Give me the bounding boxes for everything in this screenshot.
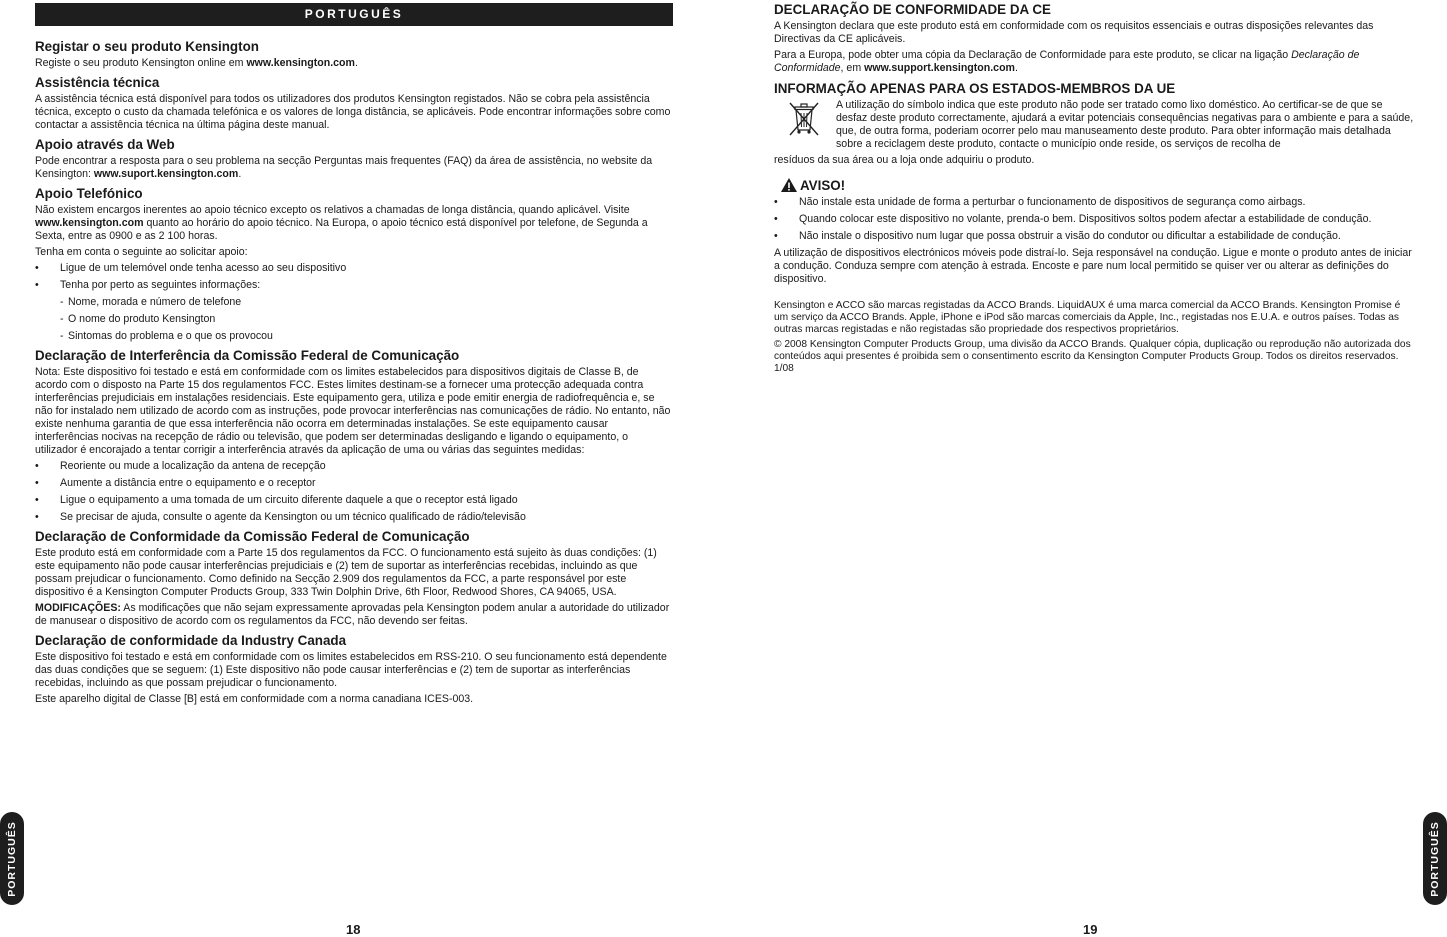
list-item: - Nome, morada e número de telefone (35, 296, 673, 309)
ce-text: A Kensington declara que este produto está em conformidade com os requisitos essenciais e outras disposições relevantes das Directivas da CE aplicáveis. (774, 20, 1374, 45)
list-item: • Ligue o equipamento a uma tomada de um circuito diferente daquele a que o receptor está ligado (35, 494, 673, 507)
list-item: • Quando colocar este dispositivo no volante, prenda-o bem. Dispositivos soltos podem afectar a estabilidade de condução. (774, 213, 1414, 226)
register-heading: Registar o seu produto Kensington (35, 39, 259, 54)
fcc-interference-heading: Declaração de Interferência da Comissão Federal de Comunicação (35, 348, 460, 363)
phone-support-note: Tenha em conta o seguinte ao solicitar apoio: (35, 246, 248, 258)
fcc-measures-list (35, 460, 673, 524)
industry-canada-heading: Declaração de conformidade da Industry Canada (35, 633, 347, 648)
list-item: • Ligue de um telemóvel onde tenha acesso ao seu dispositivo (35, 262, 673, 275)
kensington-link[interactable]: www.kensington.com (246, 57, 355, 69)
kensington-link[interactable]: www.kensington.com (35, 217, 144, 229)
tech-support-text: A assistência técnica está disponível para todos os utilizadores dos produtos Kensington registados. Não se cobra pela assistência técnica, excepto o custo da chamada telefónica e os valores de longa distância, se aplicáveis. Pode encontrar informações sobre como contactar a assistência técnica na última página deste manual. (35, 93, 671, 131)
page-number-left: 18 (346, 922, 361, 937)
list-item: • Tenha por perto as seguintes informações: (35, 279, 673, 292)
weee-block (774, 99, 1414, 154)
left-page-column (35, 0, 673, 709)
warning-text: A utilização de dispositivos electrónicos móveis pode distraí-lo. Seja responsável na condução. Ligue e monte o produto antes de iniciar a condução. Conduza sempre com atenção à estrada. Encoste e pare num local permitido se quiser ver ou alterar as definições do dispositivo. (774, 247, 1412, 285)
conformity-link[interactable]: Declaração de Conformidade (774, 49, 1360, 74)
trademark-text: Kensington e ACCO são marcas registadas da ACCO Brands. LiquidAUX é uma marca comercial da ACCO Brands. Kensington Promise é um serviço da ACCO Brands. Apple, iPhone e iPod são marcas comerciais da Apple, Inc., registadas nos E.U.A. e outros países. Todas as outras marcas registadas e não registadas são propriedade dos respectivos proprietários. (774, 300, 1401, 335)
weee-text-continued: resíduos da sua área ou a loja onde adquiriu o produto. (774, 154, 1035, 166)
list-item: • Se precisar de ajuda, consulte o agente da Kensington ou um técnico qualificado de rádio/televisão (35, 511, 673, 524)
list-item: • Aumente a distância entre o equipamento e o receptor (35, 477, 673, 490)
list-item: • Não instale esta unidade de forma a perturbar o funcionamento de dispositivos de segurança como airbags. (774, 196, 1414, 209)
language-side-tab-left: PORTUGUÊS (0, 812, 24, 905)
list-item: • Reoriente ou mude a localização da antena de recepção (35, 460, 673, 473)
modifications-text: MODIFICAÇÕES: As modificações que não sejam expressamente aprovadas pela Kensington podem anular a autoridade do utilizador de manusear o dispositivo de acordo com os regulamentos da FCC, não devendo ser feitas. (35, 602, 670, 627)
fcc-interference-text: Nota: Este dispositivo foi testado e está em conformidade com os limites estabelecidos para dispositivos digitais de Classe B, de acordo com o disposto na Parte 15 dos regulamentos FCC. Estes limites destinam-se a fornecer uma protecção adequada contra interferências prejudiciais em instalações residenciais. Este equipamento gera, utiliza e pode emitir energia de radiofrequência e, se não for instalado nem utilizado de acordo com as instruções, pode provocar interferências nas comunicações de rádio. No entanto, não existe nenhuma garantia de que essa interferência não ocorra em determinadas instalações. Se este equipamento causar interferências nocivas na recepção de rádio ou televisão, que podem ser determinadas desligando e ligando o equipamento, o utilizador é encorajado a tentar corrigir a interferência através da aplicação de uma ou várias das seguintes medidas: (35, 366, 671, 456)
support-link[interactable]: www.support.kensington.com (864, 62, 1015, 74)
ices-text: Este aparelho digital de Classe [B] está em conformidade com a norma canadiana ICES-003. (35, 693, 474, 705)
phone-support-list (35, 262, 673, 292)
fcc-conformity-text: Este produto está em conformidade com a Parte 15 dos regulamentos da FCC. O funcionamento está sujeito às duas condições: (1) este equipamento não pode causar interferências prejudiciais e (2) tem de suportar as interferências recebidas, incluindo as que possam prejudicar o funcionamento. Como definido na Secção 2.909 dos regulamentos da FCC, a parte responsável por este dispositivo é a Kensington Computer Products Group, 333 Twin Dolphin Drive, 6th Floor, Redwood Shores, CA 94065, USA. (35, 547, 657, 598)
eu-heading: INFORMAÇÃO APENAS PARA OS ESTADOS-MEMBROS DA UE (774, 81, 1176, 96)
list-item: • Não instale o dispositivo num lugar que possa obstruir a visão do condutor ou dificultar a estabilidade de condução. (774, 230, 1414, 243)
industry-canada-text: Este dispositivo foi testado e está em conformidade com os limites estabelecidos em RSS-210. O seu funcionamento está dependente das duas condições que se seguem: (1) Este dispositivo não pode causar interferências e (2) tem de suportar as interferências recebidas, incluindo as que possam prejudicar o funcionamento. (35, 651, 667, 689)
phone-support-heading: Apoio Telefónico (35, 186, 143, 201)
warning-list (774, 196, 1414, 243)
phone-support-text: Não existem encargos inerentes ao apoio técnico excepto os relativos a chamadas de longa distância, quando aplicável. Visite www.kensington.com quanto ao horário do apoio técnico. Na Europa, o apoio técnico está disponível por telefone, de Segunda a Sexta, entre as 0900 e as 2 100 horas. (35, 204, 648, 242)
language-banner: PORTUGUÊS (35, 3, 673, 26)
crossed-bin-icon (784, 100, 824, 138)
list-item: - Sintomas do problema e o que os provocou (35, 330, 673, 343)
web-support-text: Pode encontrar a resposta para o seu problema na secção Perguntas mais frequentes (FAQ) da área de assistência, no website da Kensington: www.suport.kensington.com. (35, 155, 653, 180)
page-number-right: 19 (1083, 922, 1098, 937)
info-sublist (35, 296, 673, 343)
fcc-conformity-heading: Declaração de Conformidade da Comissão Federal de Comunicação (35, 529, 470, 544)
web-support-heading: Apoio através da Web (35, 137, 175, 152)
right-page-column (774, 0, 1414, 378)
ce-copy-text: Para a Europa, pode obter uma cópia da Declaração de Conformidade para este produto, se clicar na ligação Declaração de Conformidade, em www.support.kensington.com. (774, 49, 1360, 74)
tech-support-heading: Assistência técnica (35, 75, 160, 90)
list-item: - O nome do produto Kensington (35, 313, 673, 326)
ce-heading: DECLARAÇÃO DE CONFORMIDADE DA CE (774, 2, 1051, 17)
register-text: Registe o seu produto Kensington online em www.kensington.com. (35, 57, 358, 69)
warning-icon (780, 177, 798, 193)
language-side-tab-right: PORTUGUÊS (1423, 812, 1447, 905)
weee-text: A utilização do símbolo indica que este produto não pode ser tratado como lixo doméstico. Ao certificar-se de que se desfaz deste produto correctamente, ajudará a evitar potenciais consequências negativas para o ambiente e para a saúde, que, de outra forma, poderiam ocorrer pelo mau manuseamento deste produto. Para obter informação mais detalhada sobre a reciclagem deste produto, contacte o município onde reside, os serviços de recolha de (836, 99, 1414, 150)
warning-heading: AVISO! (780, 177, 1414, 193)
support-link[interactable]: www.suport.kensington.com (93, 168, 239, 180)
copyright-text: © 2008 Kensington Computer Products Group, uma divisão da ACCO Brands. Qualquer cópia, duplicação ou reprodução não autorizada dos conteúdos aqui presentes é proibida sem o consentimento escrito da Kensington Computer Products Group. Todos os direitos reservados. 1/08 (774, 339, 1411, 374)
